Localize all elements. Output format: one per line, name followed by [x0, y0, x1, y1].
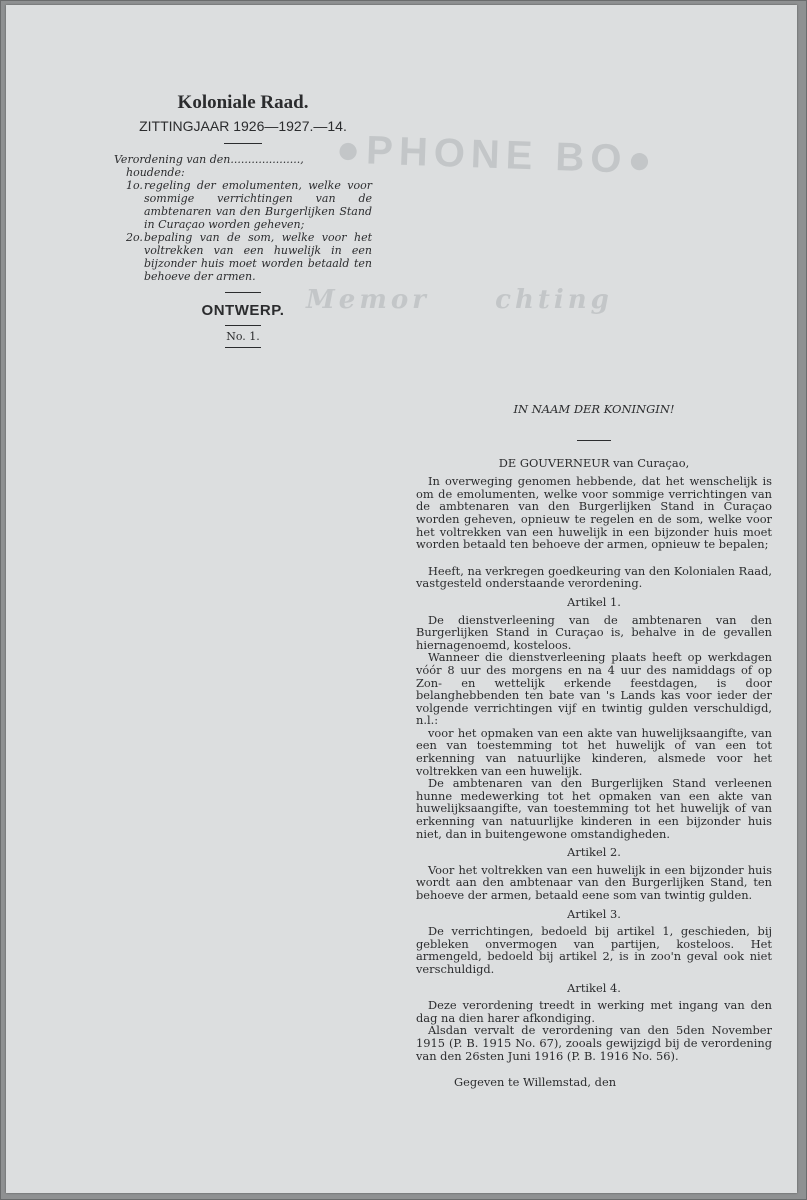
article-paragraph: Voor het voltrekken van een huwelijk in een bijzonder huis wordt aan den ambtenaar van den Burgerlijken Stand, ten behoeve der armen, betaald eene som van twintig gulden.: [416, 862, 772, 902]
decree-item: [114, 231, 372, 283]
closing-line: Gegeven te Willemstad, den: [454, 1075, 617, 1090]
invocation: IN NAAM DER KONINGIN!: [513, 402, 675, 416]
divider: [577, 440, 611, 441]
watermark-stamp: ●PHONE BO●: [335, 127, 659, 183]
governor-heading: DE GOUVERNEUR van Curaçao,: [498, 455, 690, 470]
cover-block: [114, 92, 372, 352]
article-title: Artikel 3.: [567, 906, 621, 921]
divider: [225, 325, 261, 326]
decree-body: [416, 400, 772, 1089]
decree-item-number: 1o.: [126, 179, 143, 192]
divider: [225, 347, 261, 348]
decree-item-number: 2o.: [126, 231, 143, 244]
watermark-stamp-lower: Memor chting: [306, 285, 613, 315]
decree-summary: [114, 153, 372, 283]
draft-label: ONTWERP.: [201, 302, 285, 319]
preamble: In overweging genomen hebbende, dat het wenschelijk is om de emolumenten, welke voor sommige verrichtingen van de ambtenaren van den Burgerlijken Stand in Curaçao worden geheven, opnieuw te regelen en de som, welke voor het voltrekken van een huwelijk in een bijzonder huis moet worden betaald ten behoeve der armen, opnieuw te bepalen;: [416, 474, 772, 552]
session-year: ZITTINGJAAR 1926—1927.—14.: [139, 118, 347, 134]
article-paragraph: Alsdan vervalt de verordening van den 5den November 1915 (P. B. 1915 No. 67), zooals gewijzigd bij de verordening van den 26sten Juni 1916 (P. B. 1916 No. 56).: [416, 1023, 772, 1063]
page-title: Koloniale Raad.: [177, 92, 309, 113]
draft-number: No. 1.: [226, 330, 260, 343]
decree-item-text: regeling der emolumenten, welke voor sommige verrichtingen van de ambtenaren van den Burgerlijken Stand in Curaçao worden geheven;: [144, 179, 372, 231]
article-paragraph: Wanneer die dienstverleening plaats heeft op werkdagen vóór 8 uur des morgens en na 4 uur des namiddags of op Zon- en wettelijk erkende feestdagen, is door belanghebbenden ten bate van 's Lands kas voor ieder der volgende verrichtingen vijf en twintig gulden verschuldigd, n.l.:: [416, 650, 772, 728]
article-paragraph: De verrichtingen, bedoeld bij artikel 1, geschieden, bij gebleken onvermogen van partijen, kosteloos. Het armengeld, bedoeld bij artikel 2, is in zoo'n geval ook niet verschuldigd.: [416, 924, 772, 976]
article-paragraph: Deze verordening treedt in werking met ingang van den dag na dien harer afkondiging.: [416, 998, 772, 1025]
decree-item: [114, 179, 372, 231]
article-paragraph: voor het opmaken van een akte van huwelijksaangifte, van een van toestemming tot het huwelijk of van een tot erkenning van natuurlijke kinderen, alsmede voor het voltrekken van een huwelijk.: [416, 725, 772, 778]
divider: [224, 143, 262, 144]
article-title: Artikel 1.: [567, 594, 621, 609]
article-paragraph: De dienstverleening van de ambtenaren van den Burgerlijken Stand in Curaçao is, behalve in de gevallen hiernagenoemd, kosteloos.: [416, 612, 772, 652]
decree-subintro: houdende:: [126, 166, 185, 179]
enactment: Heeft, na verkregen goedkeuring van den Kolonialen Raad, vastgesteld onderstaande verordening.: [416, 563, 772, 591]
decree-item-text: bepaling van de som, welke voor het voltrekken van een huwelijk in een bijzonder huis moet worden betaald ten behoeve der armen.: [144, 231, 372, 283]
decree-intro: Verordening van den....................,: [114, 153, 304, 166]
article-title: Artikel 2.: [567, 845, 621, 860]
divider: [225, 292, 261, 293]
article-title: Artikel 4.: [567, 980, 621, 995]
article-paragraph: De ambtenaren van den Burgerlijken Stand verleenen hunne medewerking tot het opmaken van een akte van huwelijksaangifte, van toestemming tot het huwelijk of van erkenning van natuurlijke kinderen in een bijzonder huis niet, dan in buitengewone omstandigheden.: [416, 776, 772, 841]
